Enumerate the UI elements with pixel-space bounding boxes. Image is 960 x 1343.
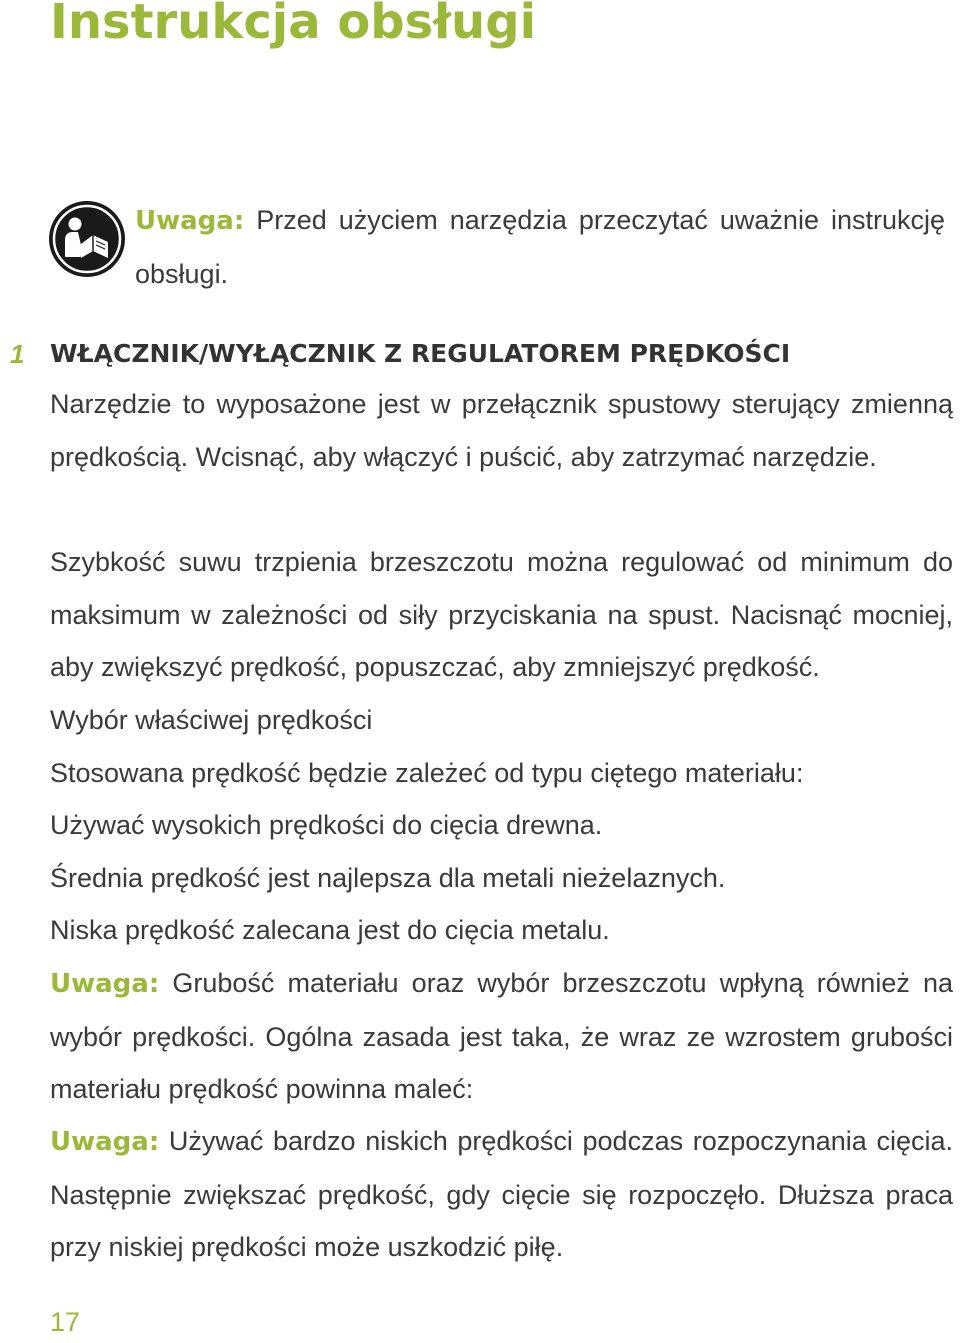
paragraph-speed-control: Szybkość suwu trzpienia brzeszczotu można regulować od minimum do maksimum w zależności od siły przyciskania na spust. Nacisnąć mocniej, aby zwiększyć prędkość, popuszczać, aby zmniejszyć prędkość. — [50, 547, 953, 683]
warning-label: Uwaga: — [50, 1127, 160, 1157]
warning-text: Używać bardzo niskich prędkości podczas rozpoczynania cięcia. Następnie zwiększać prędkość, gdy cięcie się rozpoczęło. Dłuższa praca przy niskiej prędkości może uszkodzić piłę. — [50, 1126, 953, 1263]
page-number: 17 — [50, 1307, 81, 1337]
subheading-speed-selection: Wybór właściwej prędkości — [50, 705, 373, 735]
warning-low-speed-start — [50, 1115, 953, 1274]
section-number: 1 — [10, 339, 25, 369]
paragraph-high-speed: Używać wysokich prędkości do cięcia drewna. — [50, 810, 603, 840]
paragraph-speed-material: Stosowana prędkość będzie zależeć od typu ciętego materiału: — [50, 758, 804, 788]
warning-thickness — [50, 957, 953, 1116]
warning-label: Uwaga: — [135, 206, 245, 236]
warning-text: Przed użyciem narzędzia przeczytać uważnie instrukcję obsługi. — [135, 205, 945, 289]
warning-text: Grubość materiału oraz wybór brzeszczotu wpłyną również na wybór prędkości. Ogólna zasada jest taka, że wraz ze wzrostem grubości materiału prędkość powinna maleć: — [50, 968, 953, 1105]
section-heading: WŁĄCZNIK/WYŁĄCZNIK Z REGULATOREM PRĘDKOŚCI — [50, 339, 791, 368]
paragraph-low-speed: Niska prędkość zalecana jest do cięcia metalu. — [50, 915, 610, 945]
page-title: Instrukcja obsługi — [50, 0, 537, 50]
read-manual-icon — [48, 200, 126, 278]
warning-label: Uwaga: — [50, 969, 160, 999]
paragraph-switch: Narzędzie to wyposażone jest w przełącznik spustowy sterujący zmienną prędkością. Wcisnąć, aby włączyć i puścić, aby zatrzymać narzędzie. — [50, 389, 953, 472]
intro-note — [135, 194, 945, 300]
paragraph-medium-speed: Średnia prędkość jest najlepsza dla metali nieżelaznych. — [50, 863, 726, 893]
